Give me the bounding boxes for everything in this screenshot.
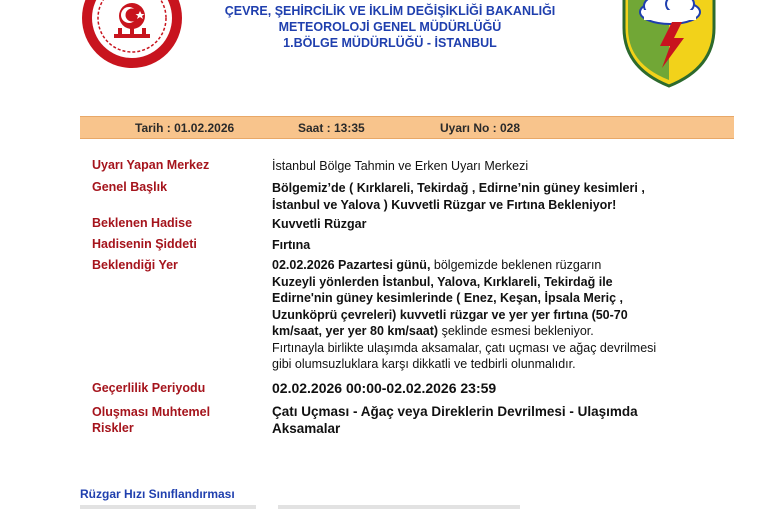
location-text: bölgemizde beklenen rüzgarın (430, 258, 602, 272)
issue-date: Tarih : 01.02.2026 (135, 121, 235, 135)
center-value: İstanbul Bölge Tahmin ve Erken Uyarı Merkezi (272, 159, 529, 173)
location-speed: km/saat, yer yer 80 km/saat) (272, 324, 439, 338)
risks-value (272, 403, 638, 437)
header-line-directorate: METEOROLOJİ GENEL MÜDÜRLÜĞÜ (278, 20, 502, 34)
validity-period-value: 02.02.2026 00:00-02.02.2026 23:59 (272, 380, 497, 396)
location-date: 02.02.2026 Pazartesi günü, (272, 258, 431, 272)
center-label: Uyarı Yapan Merkez (92, 158, 210, 172)
location-line: Fırtınayla birlikte ulaşımda aksamalar, çatı uçması ve ağaç devrilmesi (272, 340, 657, 355)
risks-label (92, 404, 210, 436)
general-title-line: İstanbul ve Yalova ) Kuvvetli Rüzgar ve Fırtına Bekleniyor! (272, 197, 617, 212)
warning-info-bar (80, 116, 734, 139)
location-text: şeklinde esmesi bekleniyor. (438, 324, 594, 338)
wind-speed-classification-title: Rüzgar Hızı Sınıflandırması (80, 487, 235, 501)
ministry-seal-logo (80, 0, 184, 72)
risks-line: Aksamalar (272, 421, 341, 436)
location-label: Beklendiği Yer (92, 258, 178, 272)
severity-value: Fırtına (272, 238, 311, 252)
general-title-value (272, 180, 645, 213)
general-title-line: Bölgemiz’de ( Kırklareli, Tekirdağ , Edirne’nin güney kesimleri , (272, 181, 645, 195)
event-value: Kuvvetli Rüzgar (272, 217, 367, 231)
location-line: Kuzeyli yönlerden İstanbul, Yalova, Kırklareli, Tekirdağ ile (272, 274, 613, 289)
ministry-header (200, 3, 580, 51)
location-line: Edirne'nin güney kesimlerinde ( Enez, Keşan, İpsala Meriç , (272, 291, 624, 305)
general-title-label: Genel Başlık (92, 180, 168, 194)
warning-number: Uyarı No : 028 (440, 121, 521, 135)
header-line-regional: 1.BÖLGE MÜDÜRLÜĞÜ - İSTANBUL (283, 36, 497, 50)
meteorology-emblem-logo (620, 0, 718, 88)
risks-label-line: Riskler (92, 421, 134, 435)
location-line: Uzunköprü çevreleri) kuvvetli rüzgar ve yer yer fırtına (50-70 (272, 307, 628, 322)
cut-off-text-line (80, 505, 520, 509)
severity-label: Hadisenin Şiddeti (92, 237, 197, 251)
validity-period-label: Geçerlilik Periyodu (92, 381, 206, 395)
location-line: gibi olumsuzluklara karşı dikkatli ve tedbirli olunmalıdır. (272, 357, 576, 371)
risks-label-line: Oluşması Muhtemel (92, 405, 211, 419)
location-value (272, 257, 732, 373)
header-line-ministry: ÇEVRE, ŞEHİRCİLİK VE İKLİM DEĞİŞİKLİĞİ BAKANLIĞI (224, 4, 556, 18)
event-label: Beklenen Hadise (92, 216, 193, 230)
issue-time: Saat : 13:35 (298, 121, 365, 135)
risks-line: Çatı Uçması - Ağaç veya Direklerin Devrilmesi - Ulaşımda (272, 404, 638, 419)
